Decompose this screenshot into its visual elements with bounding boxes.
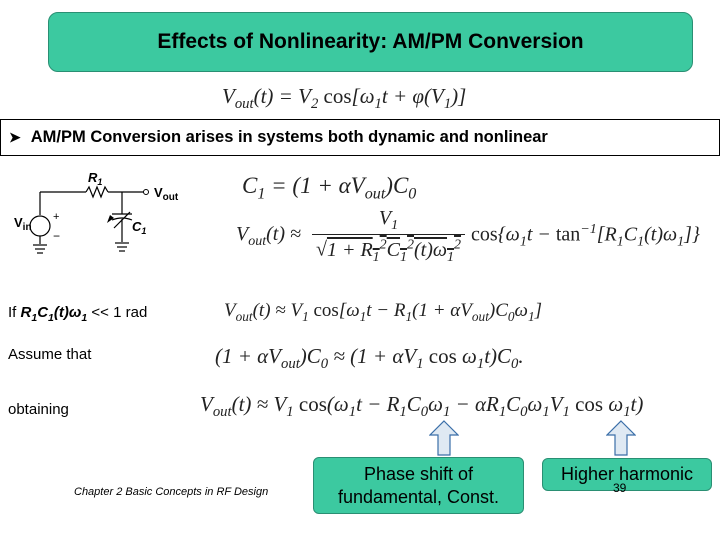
callout-phase-shift — [313, 457, 524, 514]
page-number: 39 — [613, 481, 627, 495]
up-arrow-icon — [429, 420, 459, 456]
voltage-source-icon — [30, 216, 50, 236]
vin-label: $V_{in}$ — [14, 215, 32, 233]
vout-label: $V_{out}$ — [154, 185, 179, 203]
bullet-arrow-icon: ➤ — [9, 129, 21, 145]
assume-text: Assume that — [8, 346, 92, 363]
slide-title: Effects of Nonlinearity: AM/PM Conversion — [157, 30, 584, 53]
equation-vout-approx: $V_{out}(t)$ ≈ $\frac{V_1}{√1 + R_1^2C_1^2(t)\omega_1^2}$ $\cos\{\omega_1t - \tan^{-1}[R_1C_1(t)\omega_1]\}$ — [236, 207, 700, 265]
r1-label: $R_1$ — [88, 170, 103, 187]
slide-title-box — [48, 12, 693, 72]
rc-circuit-diagram — [8, 170, 198, 260]
plus-sign: + — [53, 211, 60, 223]
footer-text: Chapter 2 Basic Concepts in RF Design — [74, 486, 269, 498]
bullet-text: AM/PM Conversion arises in systems both dynamic and nonlinear — [30, 128, 548, 146]
equation-c1: $C_1 = (1 + \alpha V_{out})C_0$ — [242, 173, 417, 203]
callout-phase-shift-text: Phase shift of fundamental, Const. — [337, 464, 500, 507]
varactor-arrow-icon — [107, 215, 114, 223]
c1-label: $C_1$ — [132, 219, 147, 236]
if-condition: If $R_1C_1(t)\omega_1 << 1$ rad — [8, 304, 148, 324]
equation-vout-general: $V_{out}(t) = V_2$ $\cos[\omega_1t + \varphi(V_1)]$ — [222, 84, 467, 113]
up-arrow-icon — [606, 420, 636, 456]
equation-assume: $(1 + \alpha V_{out})C_0 \approx (1 + \alpha V_1$ $\cos \omega_1t)C_0$. — [215, 344, 524, 373]
equation-obtaining: $V_{out}(t) \approx V_1$ $\cos(\omega_1t - R_1C_0\omega_1 - \alpha R_1C_0\omega_1V_1$ $\cos \omega_1t$) — [200, 392, 644, 421]
callout-higher-harmonic — [542, 458, 712, 491]
minus-sign: − — [53, 229, 61, 243]
obtaining-text: obtaining — [8, 401, 69, 418]
bullet-box — [0, 119, 720, 156]
callout-higher-harmonic-text: Higher harmonic — [560, 464, 694, 484]
equation-vout-small: $V_{out}(t) \approx V_1$ $\cos[\omega_1t - R_1(1 + \alpha V_{out})C_0\omega_1]$ — [224, 300, 543, 324]
